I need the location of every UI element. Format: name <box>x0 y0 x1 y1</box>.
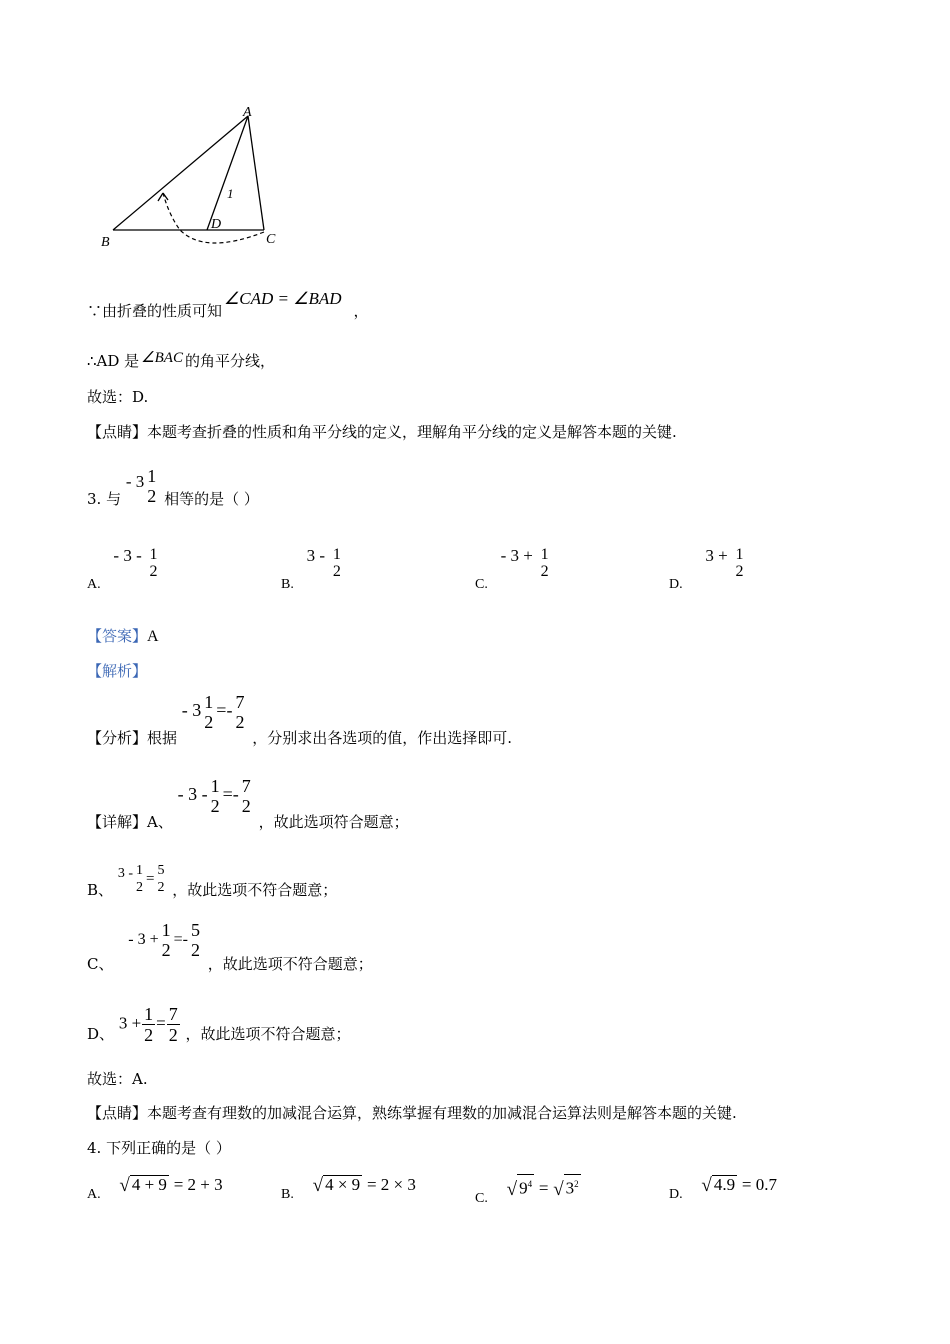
numerator: 1 <box>540 546 549 563</box>
sqrt-icon: √ <box>119 1175 130 1196</box>
text: 3. 与 <box>87 490 122 508</box>
sqrt-icon: √ <box>553 1178 564 1200</box>
fraction <box>167 1004 180 1045</box>
rhs: = 2 + 3 <box>173 1175 223 1194</box>
label-b: B <box>101 235 110 250</box>
equals: = <box>145 871 155 887</box>
label-d: D <box>211 217 222 232</box>
text: ，故此选项不符合题意； <box>172 881 338 899</box>
option-expr: - 3 + <box>500 546 533 565</box>
q4-stem: 4. 下列正确的是（ ） <box>87 1139 231 1157</box>
analysis-tag <box>87 660 147 681</box>
equals: =- <box>173 931 188 948</box>
text: ，故此选项不符合题意； <box>185 1024 351 1043</box>
sqrt-icon: √ <box>312 1175 324 1196</box>
option-label: D. <box>669 1187 683 1202</box>
text: 【详解】A、 <box>87 813 173 831</box>
numerator: 5 <box>190 920 200 940</box>
mixed-number-fraction <box>145 466 158 506</box>
sqrt-expr <box>507 1174 534 1200</box>
arrow-head-icon <box>158 193 168 201</box>
fraction <box>148 546 160 580</box>
denominator: 2 <box>235 712 245 732</box>
numerator: 7 <box>241 776 251 796</box>
denominator: 2 <box>147 486 157 506</box>
numerator: 1 <box>210 776 220 796</box>
answer-value: A <box>147 628 159 645</box>
radicand: 4 × 9 <box>325 1175 361 1194</box>
denominator: 2 <box>190 940 200 960</box>
radicand: 9 <box>519 1178 528 1198</box>
radicand: 4.9 <box>713 1175 736 1194</box>
option-label: A. <box>87 1187 101 1202</box>
comment-line: 【点睛】本题考查折叠的性质和角平分线的定义，理解角平分线的定义是解答本题的关键. <box>87 423 677 441</box>
fraction <box>160 920 173 960</box>
equals: = <box>156 1013 166 1033</box>
equals: =- <box>222 784 239 804</box>
option-label: C. <box>475 1190 488 1206</box>
expr: 3 - <box>117 866 133 881</box>
text: B、 <box>87 881 114 899</box>
solution-line-2 <box>87 350 275 371</box>
denominator: 2 <box>332 563 341 580</box>
answer-tag: 【答案】 <box>87 627 148 645</box>
text: D、 <box>87 1024 115 1043</box>
expr: - 3 + <box>128 931 159 948</box>
denominator: 2 <box>735 563 744 580</box>
text: ∵由折叠的性质可知 <box>87 302 223 320</box>
mixed-whole: - 3 <box>181 700 202 720</box>
rhs: = 0.7 <box>741 1175 777 1194</box>
q3-option-d <box>669 540 747 592</box>
rhs: = 2 × 3 <box>366 1175 416 1194</box>
expr: 3 + <box>118 1013 142 1033</box>
denominator: 2 <box>161 940 171 960</box>
q4-option-b <box>281 1174 416 1202</box>
equals: =- <box>216 700 233 720</box>
analysis-line <box>87 692 513 747</box>
choice-line: 故选：D. <box>87 388 149 406</box>
numerator: 1 <box>161 920 171 940</box>
q4-option-d <box>669 1174 777 1202</box>
exponent: 2 <box>574 1179 579 1189</box>
text: 的角平分线， <box>184 352 275 370</box>
numerator: 1 <box>144 1004 154 1024</box>
fraction <box>142 1004 155 1045</box>
detail-d-line <box>87 1004 351 1045</box>
q3-comment-line: 【点睛】本题考查有理数的加减混合运算，熟练掌握有理数的加减混合运算法则是解答本题的关键. <box>87 1104 737 1122</box>
sqrt-expr <box>701 1174 737 1196</box>
denominator: 2 <box>210 796 220 816</box>
denominator: 2 <box>157 880 165 895</box>
angle-bac: ∠BAC <box>141 350 183 366</box>
denominator: 2 <box>540 563 549 580</box>
sqrt-icon: √ <box>701 1175 712 1196</box>
numerator: 5 <box>157 863 165 878</box>
fraction <box>539 546 551 580</box>
denominator: 2 <box>204 712 214 732</box>
detail-b-line <box>87 862 338 899</box>
label-angle-1: 1 <box>227 186 234 201</box>
q3-stem <box>87 458 259 508</box>
fraction <box>233 692 246 732</box>
angle-equality: ∠CAD = ∠BAD <box>224 289 342 308</box>
fraction <box>202 692 215 732</box>
label-a: A <box>243 105 252 120</box>
sqrt-expr <box>313 1174 363 1196</box>
sqrt-expr <box>119 1174 169 1196</box>
radicand: 4 + 9 <box>131 1175 167 1194</box>
q4-option-a <box>87 1174 223 1202</box>
numerator: 7 <box>168 1004 178 1024</box>
numerator: 1 <box>149 546 158 563</box>
fraction <box>734 546 746 580</box>
fraction <box>240 776 253 816</box>
text: ，故此选项不符合题意； <box>207 955 373 973</box>
q3-option-a <box>87 540 161 592</box>
expr: - 3 - <box>177 784 208 804</box>
text: ∴AD 是 <box>87 352 140 370</box>
numerator: 1 <box>332 546 341 563</box>
q4-option-c <box>475 1174 581 1206</box>
radicand: 3 <box>565 1178 575 1198</box>
text: ， <box>353 302 369 320</box>
fraction <box>209 776 222 816</box>
option-expr: 3 + <box>705 546 728 565</box>
numerator: 1 <box>204 692 214 712</box>
detail-a-line <box>87 776 409 831</box>
option-label: C. <box>475 577 488 592</box>
fraction <box>189 920 202 960</box>
option-expr: - 3 - <box>113 546 142 565</box>
detail-c-line <box>87 920 373 973</box>
q3-option-b <box>281 540 344 592</box>
q3-choice-line: 故选：A. <box>87 1070 148 1088</box>
segment-ac <box>248 116 264 230</box>
denominator: 2 <box>149 563 158 580</box>
fraction <box>331 546 343 580</box>
q3-option-c <box>475 540 552 592</box>
sqrt-expr-2 <box>553 1174 580 1200</box>
text: ，分别求出各选项的值，作出选择即可. <box>252 729 513 747</box>
numerator: 1 <box>135 863 143 878</box>
equals: = <box>538 1178 549 1198</box>
numerator: 7 <box>235 692 245 712</box>
numerator: 1 <box>147 466 157 486</box>
fraction <box>155 862 166 896</box>
numerator: 1 <box>735 546 744 563</box>
denominator: 2 <box>144 1025 154 1045</box>
text: 【分析】根据 <box>87 729 178 747</box>
mixed-number-whole: - 3 <box>125 472 145 491</box>
option-expr: 3 - <box>306 546 326 565</box>
option-label: A. <box>87 577 101 592</box>
denominator: 2 <box>168 1025 178 1045</box>
label-c: C <box>266 232 276 247</box>
text: C、 <box>87 955 114 973</box>
fraction <box>134 862 145 896</box>
exponent: 4 <box>527 1179 533 1189</box>
triangle-figure <box>95 100 295 255</box>
text: ，故此选项符合题意； <box>258 813 409 831</box>
denominator: 2 <box>135 880 143 895</box>
text: 相等的是（ ） <box>164 490 259 508</box>
option-label: B. <box>281 577 294 592</box>
answer-line <box>87 625 159 646</box>
sqrt-icon: √ <box>506 1178 518 1200</box>
option-label: D. <box>669 577 683 592</box>
denominator: 2 <box>241 796 251 816</box>
option-label: B. <box>281 1187 294 1202</box>
solution-line-1 <box>87 289 369 321</box>
analysis-label: 【解析】 <box>87 662 148 680</box>
